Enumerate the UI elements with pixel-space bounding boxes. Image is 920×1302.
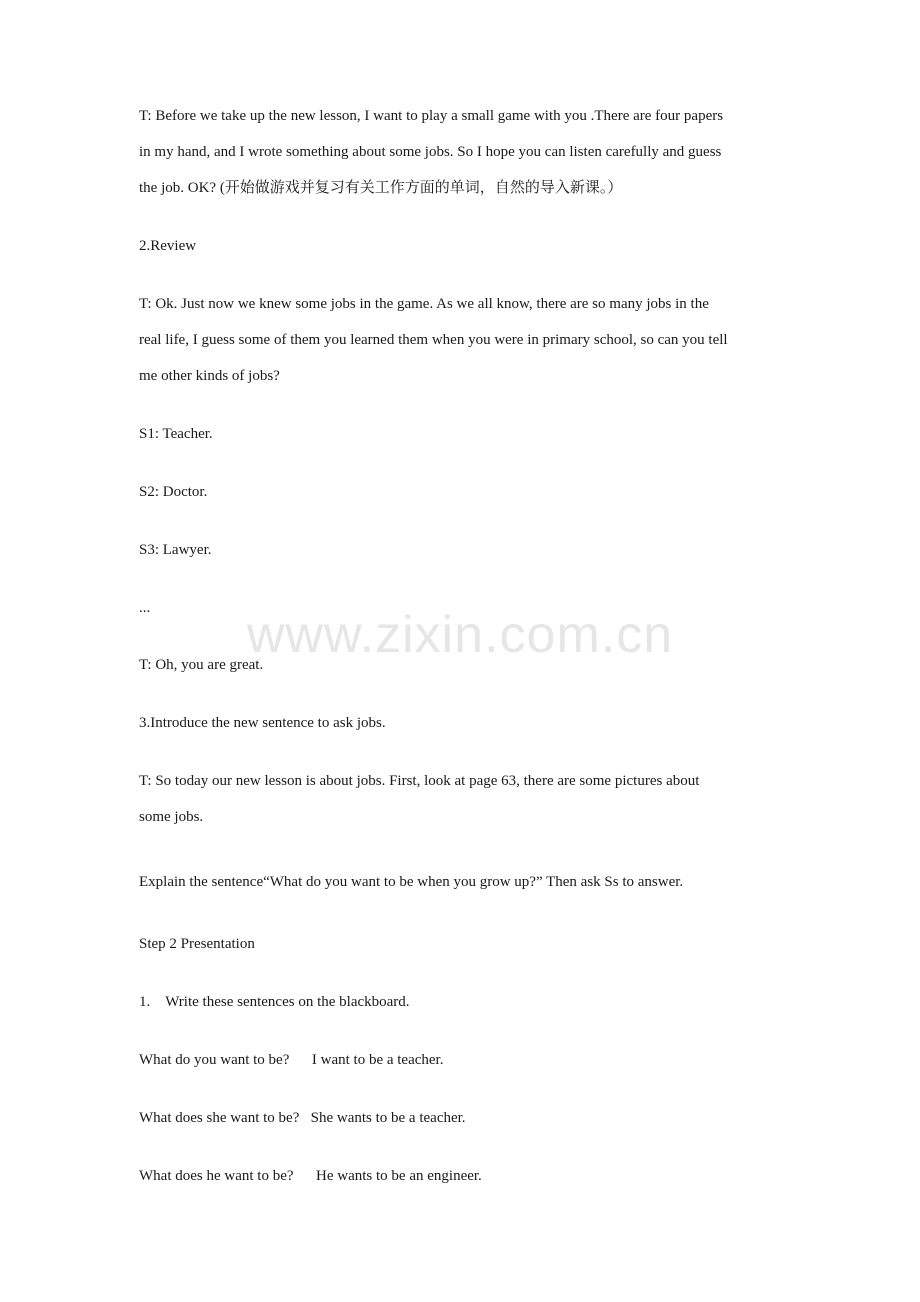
paragraph-intro-line-2: in my hand, and I wrote something about some jobs. So I hope you can listen carefully and guess <box>139 144 722 160</box>
paragraph-jobs-line-1: T: So today our new lesson is about jobs. First, look at page 63, there are some pictures about <box>139 773 700 789</box>
paragraph-review-line-2: real life, I guess some of them you learned them when you were in primary school, so can you tell <box>139 332 728 348</box>
paragraph-intro-line-1: T: Before we take up the new lesson, I want to play a small game with you .There are four papers <box>139 108 724 124</box>
example-sentence-1: What do you want to be? I want to be a teacher. <box>139 1052 444 1068</box>
ellipsis-line: ... <box>139 600 151 616</box>
dialogue-line-s1: S1: Teacher. <box>139 426 213 442</box>
paragraph-explain: Explain the sentence“What do you want to be when you grow up?” Then ask Ss to answer. <box>139 874 684 890</box>
section-heading-review: 2.Review <box>139 238 197 254</box>
watermark: www.zixin.com.cn <box>246 606 674 664</box>
example-sentence-3: What does he want to be? He wants to be an engineer. <box>139 1168 482 1184</box>
dialogue-line-s2: S2: Doctor. <box>139 484 208 500</box>
paragraph-review-line-3: me other kinds of jobs? <box>139 368 280 384</box>
paragraph-jobs-line-2: some jobs. <box>139 809 204 825</box>
example-sentence-2: What does she want to be? She wants to be a teacher. <box>139 1110 466 1126</box>
paragraph-review-line-1: T: Ok. Just now we knew some jobs in the game. As we all know, there are so many jobs in the <box>139 296 709 312</box>
paragraph-intro-line-3: the job. OK? (开始做游戏并复习有关工作方面的单词，自然的导入新课。） <box>139 180 623 196</box>
dialogue-line-teacher: T: Oh, you are great. <box>139 657 264 673</box>
section-heading-introduce: 3.Introduce the new sentence to ask jobs. <box>139 715 386 731</box>
dialogue-line-s3: S3: Lawyer. <box>139 542 212 558</box>
list-item-1: 1. Write these sentences on the blackboard. <box>139 994 410 1010</box>
section-heading-presentation: Step 2 Presentation <box>139 936 255 952</box>
